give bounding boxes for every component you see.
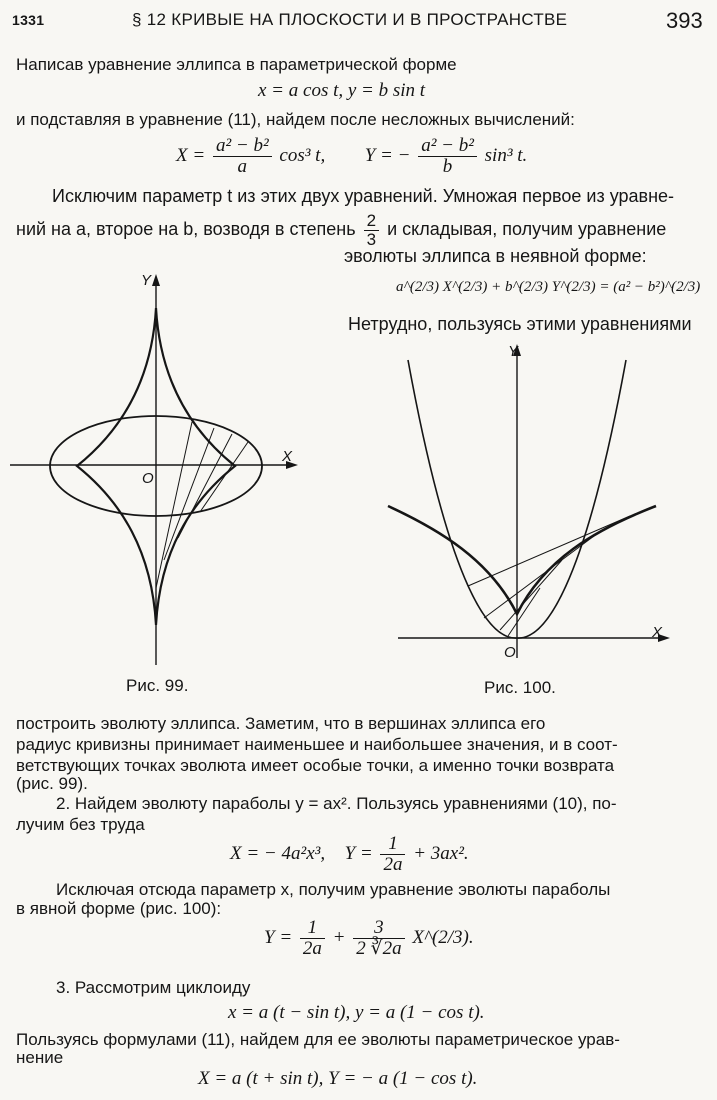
equation-cycloid: x = a (t − sin t), y = a (1 − cos t). <box>228 1002 485 1023</box>
figure-100 <box>380 340 680 660</box>
paragraph-9-line-2: нение <box>16 1048 64 1067</box>
eq2-fraction-1 <box>213 136 272 177</box>
fig100-normal-1 <box>468 516 630 586</box>
fig100-y-label: Y <box>508 343 519 360</box>
eq4-tail: + 3ax². <box>413 842 469 864</box>
equation-cycloid-evolute: X = a (t + sin t), Y = − a (1 − cos t). <box>198 1068 478 1089</box>
equation-evolute-implicit <box>396 274 700 297</box>
eq5-fraction-1 <box>300 918 325 959</box>
equation-ellipse-param: x = a cos t, y = b sin t <box>258 80 426 101</box>
eq2-num-1: a² − b² <box>213 136 272 157</box>
eq5-y-label: Y = <box>264 926 293 948</box>
eq2-tail-2: sin³ t. <box>484 144 528 166</box>
fig100-x-label: X <box>652 624 663 641</box>
eq2-tail-1: cos³ t, <box>279 144 326 166</box>
p3-frac-num: 2 <box>364 212 379 231</box>
paragraph-9-line-1: Пользуясь формулами (11), найдем для ее эволюты параметрическое урав- <box>16 1030 620 1049</box>
fig99-x-label: X <box>282 448 293 465</box>
p3-line-2-part-a: ний на a, второе на b, возводя в степень <box>16 219 356 240</box>
eq2-den-1: a <box>237 155 248 177</box>
equation-parabola-evolute-explicit <box>264 918 474 959</box>
paragraph-8: 3. Рассмотрим циклоиду <box>56 978 251 997</box>
fig99-y-arrow <box>152 274 160 286</box>
eq4-x-part: X = − 4a²x³, <box>230 842 326 864</box>
fig100-normal-2 <box>484 536 594 618</box>
eq2-num-2: a² − b² <box>418 136 477 157</box>
eq5-plus: + <box>332 926 346 948</box>
eq5-fraction-2 <box>353 918 404 959</box>
fig99-origin-label: O <box>142 470 154 487</box>
eq2-y-label: Y = − <box>364 144 411 166</box>
equation-parabola-evolute-param <box>230 834 469 875</box>
running-title: § 12 КРИВЫЕ НА ПЛОСКОСТИ И В ПРОСТРАНСТВЕ <box>132 10 568 29</box>
eq5-den-2: 2 ∛2a <box>356 937 402 959</box>
eq4-y-label: Y = <box>344 842 373 864</box>
eq3-text: a^(2/3) X^(2/3) + b^(2/3) Y^(2/3) = (a² − b²)^(2/3) <box>396 279 701 295</box>
eq2-fraction-2 <box>418 136 477 177</box>
eq2-x-label: X = <box>176 144 206 166</box>
paragraph-3-line-2 <box>16 212 666 249</box>
fig99-normal-4 <box>200 442 248 512</box>
paragraph-7-line-1: Исключая отсюда параметр x, получим уравнение эволюты параболы <box>56 880 611 899</box>
paragraph-6-line-1: 2. Найдем эволюту параболы y = ax². Пользуясь уравнениями (10), по- <box>56 794 617 813</box>
paragraph-3-line-3: эволюты эллипса в неявной форме: <box>344 246 647 266</box>
fig100-origin-label: O <box>504 644 516 661</box>
paragraph-6-line-2: лучим без труда <box>16 815 145 834</box>
fig100-normal-3 <box>500 560 562 630</box>
header-left-number: 1331 <box>12 12 45 28</box>
equation-evolute-param <box>176 136 527 177</box>
eq5-tail: X^(2/3). <box>412 926 474 948</box>
eq5-num-2: 3 <box>353 918 404 939</box>
fig99-normal-1 <box>156 422 192 588</box>
fig100-normal-4 <box>508 588 540 636</box>
paragraph-1: Написав уравнение эллипса в параметрической форме <box>16 55 457 74</box>
page-number: 393 <box>666 8 703 33</box>
paragraph-4: Нетрудно, пользуясь этими уравнениями <box>348 314 692 334</box>
fig99-y-label: Y <box>141 272 152 289</box>
paragraph-5-line-3: ветствующих точках эволюта имеет особые точки, а именно точки возврата <box>16 756 615 775</box>
p3-line-2-part-b: и складывая, получим уравнение <box>387 219 667 240</box>
eq4-den: 2a <box>383 853 403 875</box>
fig100-caption: Рис. 100. <box>484 678 556 697</box>
paragraph-5-line-2: радиус кривизны принимает наименьшее и наибольшее значения, и в соот- <box>16 735 618 754</box>
fig99-caption: Рис. 99. <box>126 676 189 695</box>
figure-99 <box>0 270 320 670</box>
paragraph-5-line-4: (рис. 99). <box>16 774 88 793</box>
eq4-fraction <box>380 834 405 875</box>
paragraph-7-line-2: в явной форме (рис. 100): <box>16 899 222 918</box>
paragraph-3-line-1: Исключим параметр t из этих двух уравнений. Умножая первое из уравне- <box>52 186 675 206</box>
p3-fraction <box>364 212 379 249</box>
eq4-num: 1 <box>380 834 405 855</box>
p3-frac-den: 3 <box>366 229 377 249</box>
eq5-den-1: 2a <box>302 937 322 959</box>
paragraph-5-line-1: построить эволюту эллипса. Заметим, что в вершинах эллипса его <box>16 714 546 733</box>
paragraph-2: и подставляя в уравнение (11), найдем после несложных вычислений: <box>16 110 575 129</box>
eq2-den-2: b <box>442 155 453 177</box>
eq5-num-1: 1 <box>300 918 325 939</box>
